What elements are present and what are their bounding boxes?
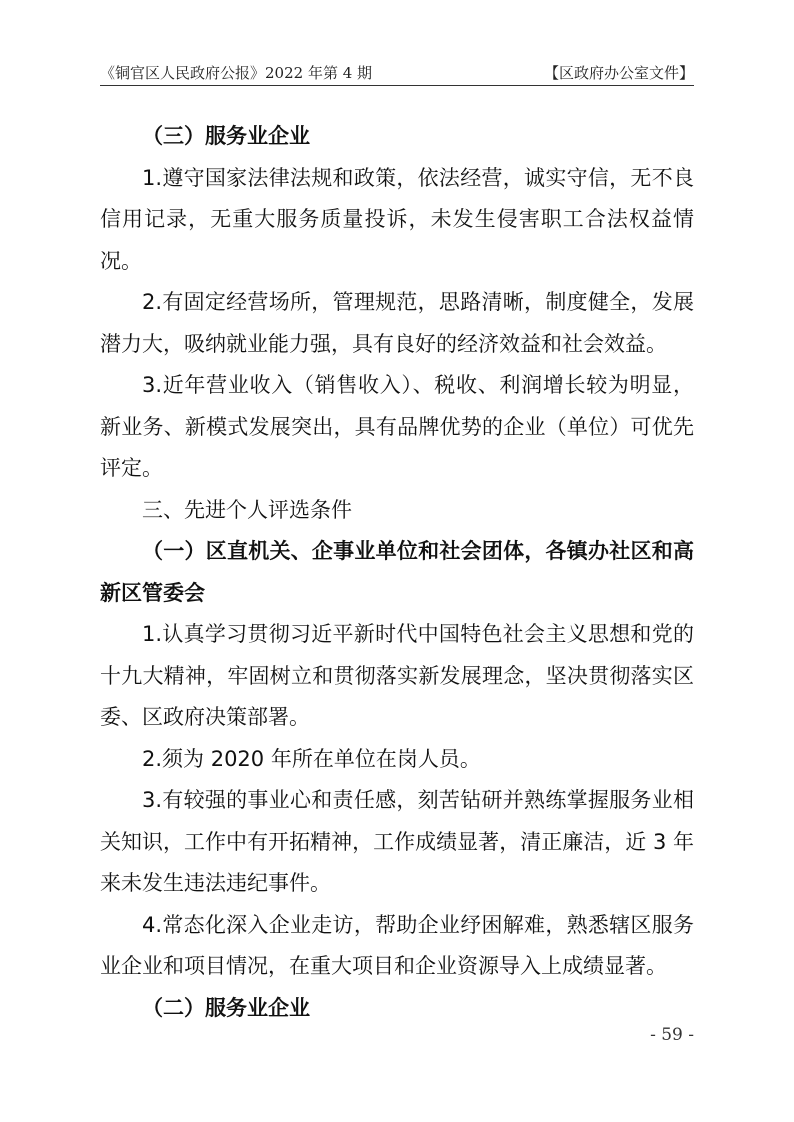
subsection-heading-agencies: （一）区直机关、企事业单位和社会团体，各镇办社区和高新区管委会 <box>100 539 694 605</box>
paragraph: 4.常态化深入企业走访，帮助企业纾困解难，熟悉辖区服务业企业和项目情况，在重大项目和企业资源导入上成绩显著。 <box>100 912 694 978</box>
subsection-heading-service-enterprises: （二）服务业企业 <box>142 995 310 1020</box>
document-category: 【区政府办公室文件】 <box>543 64 694 82</box>
paragraph: 2.须为 2020 年所在单位在岗人员。 <box>142 746 481 771</box>
section-heading-individual-criteria: 三、先进个人评选条件 <box>142 497 352 522</box>
paragraph: 2.有固定经营场所，管理规范，思路清晰，制度健全，发展潜力大，吸纳就业能力强，具有良好的经济效益和社会效益。 <box>100 290 694 356</box>
section-heading-service-enterprises: （三）服务业企业 <box>142 124 310 148</box>
page-header <box>100 62 694 84</box>
paragraph: 3.有较强的事业心和责任感，刻苦钻研并熟练掌握服务业相关知识，工作中有开拓精神，工作成绩显著，清正廉洁，近 3 年来未发生违法违纪事件。 <box>100 788 694 895</box>
paragraph: 1.遵守国家法律法规和政策，依法经营，诚实守信，无不良信用记录，无重大服务质量投诉，未发生侵害职工合法权益情况。 <box>100 165 694 273</box>
gazette-title: 《铜官区人民政府公报》2022 年第 4 期 <box>100 64 373 82</box>
document-body <box>100 116 694 1029</box>
paragraph: 3.近年营业收入（销售收入）、税收、利润增长较为明显，新业务、新模式发展突出，具有品牌优势的企业（单位）可优先评定。 <box>100 373 694 480</box>
paragraph: 1.认真学习贯彻习近平新时代中国特色社会主义思想和党的十九大精神，牢固树立和贯彻落实新发展理念，坚决贯彻落实区委、区政府决策部署。 <box>100 622 694 729</box>
header-divider <box>100 85 694 86</box>
page-number: - 59 - <box>650 1025 694 1045</box>
